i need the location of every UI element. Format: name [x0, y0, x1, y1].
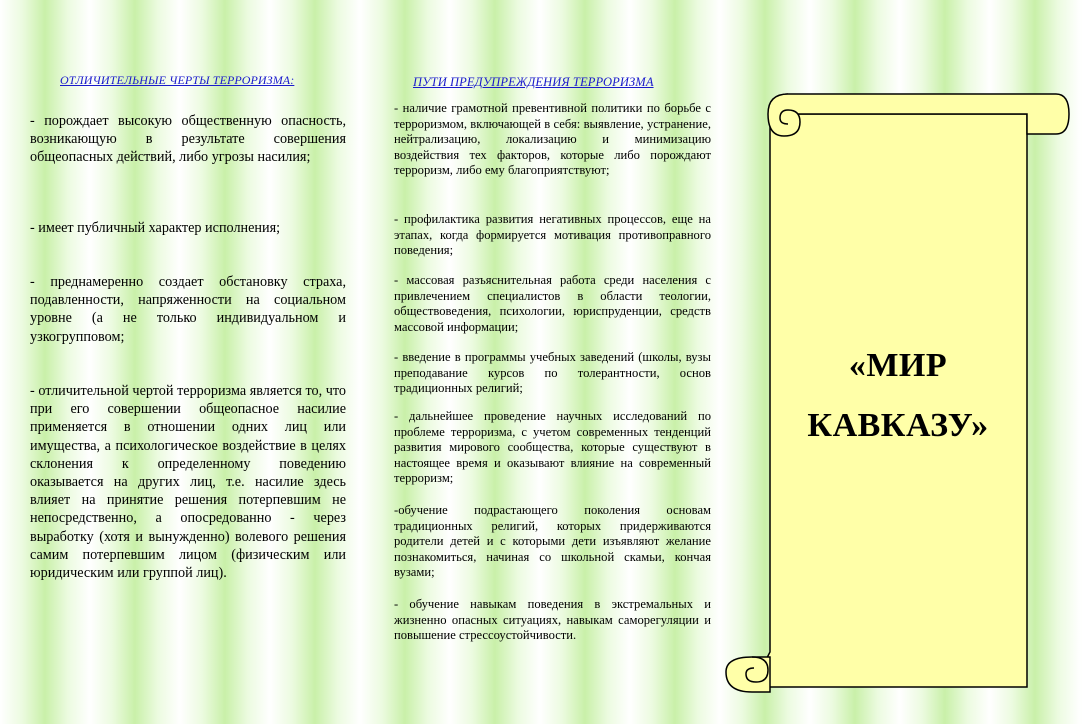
- left-heading: ОТЛИЧИТЕЛЬНЫЕ ЧЕРТЫ ТЕРРОРИЗМА:: [60, 73, 295, 87]
- middle-paragraph-1: - наличие грамотной превентивной политики по борьбе с терроризмом, включающей в себя: выявление, устранение, нейтрализацию, локализацию и минимизацию воздействия тех факторов, которые либо порождают терроризм, либо ему благоприятствуют;: [394, 101, 711, 177]
- middle-heading: ПУТИ ПРЕДУПРЕЖДЕНИЯ ТЕРРОРИЗМА: [413, 75, 654, 89]
- title-line-2: КАВКАЗУ»: [807, 407, 989, 444]
- left-paragraph-4: - отличительной чертой терроризма является то, что при его совершении общеопасное насилие применяется в отношении одних лиц или имущества, а психологическое воздействие в целях склонения к определенному поведению оказывается на других лиц, т.е. насилие здесь влияет на принятие решения потерпевшим не непосредственно, а опосредованно - через выработку (хотя и вынужденно) волевого решения самим потерпевшим лицом (физическим или юридическим или группой лиц).: [30, 383, 346, 582]
- left-paragraph-3: - преднамеренно создает обстановку страха, подавленности, напряженности на социальном уровне (а не только индивидуальном и узкогрупповом;: [30, 274, 346, 345]
- title-line-1: «МИР: [848, 347, 948, 384]
- middle-paragraph-5: - дальнейшее проведение научных исследований по проблеме терроризма, с учетом современных тенденций развития мирового сообщества, которые существуют в настоящее время и оказывают влияние на современный терроризм;: [394, 409, 711, 485]
- brochure-title: [770, 336, 1026, 456]
- middle-paragraph-3: - массовая разъяснительная работа среди населения с привлечением специалистов в области теологии, обществоведения, психологии, юриспруденции, средств массовой информации;: [394, 273, 711, 334]
- middle-paragraph-2: - профилактика развития негативных процессов, еще на этапах, когда формируется мотивация противоправного поведения;: [394, 212, 711, 257]
- middle-paragraph-6: -обучение подрастающего поколения основам традиционных религий, которых придерживаются родители детей и с которыми дети изъявляют желание познакомиться, начиная со школьной скамьи, кончая вузами;: [394, 503, 711, 579]
- middle-paragraph-4: - введение в программы учебных заведений (школы, вузы преподавание курсов по толерантности, основ традиционных религий;: [394, 350, 711, 395]
- left-paragraph-1: - порождает высокую общественную опасность, возникающую в результате совершения общеопасных действий, либо угрозы насилия;: [30, 113, 346, 166]
- left-paragraph-2: - имеет публичный характер исполнения;: [30, 220, 281, 236]
- scroll-bottom-roll: [726, 657, 770, 692]
- middle-paragraph-7: - обучение навыкам поведения в экстремальных и жизненно опасных ситуациях, навыкам саморегуляции и повышение стрессоустойчивости.: [394, 597, 711, 642]
